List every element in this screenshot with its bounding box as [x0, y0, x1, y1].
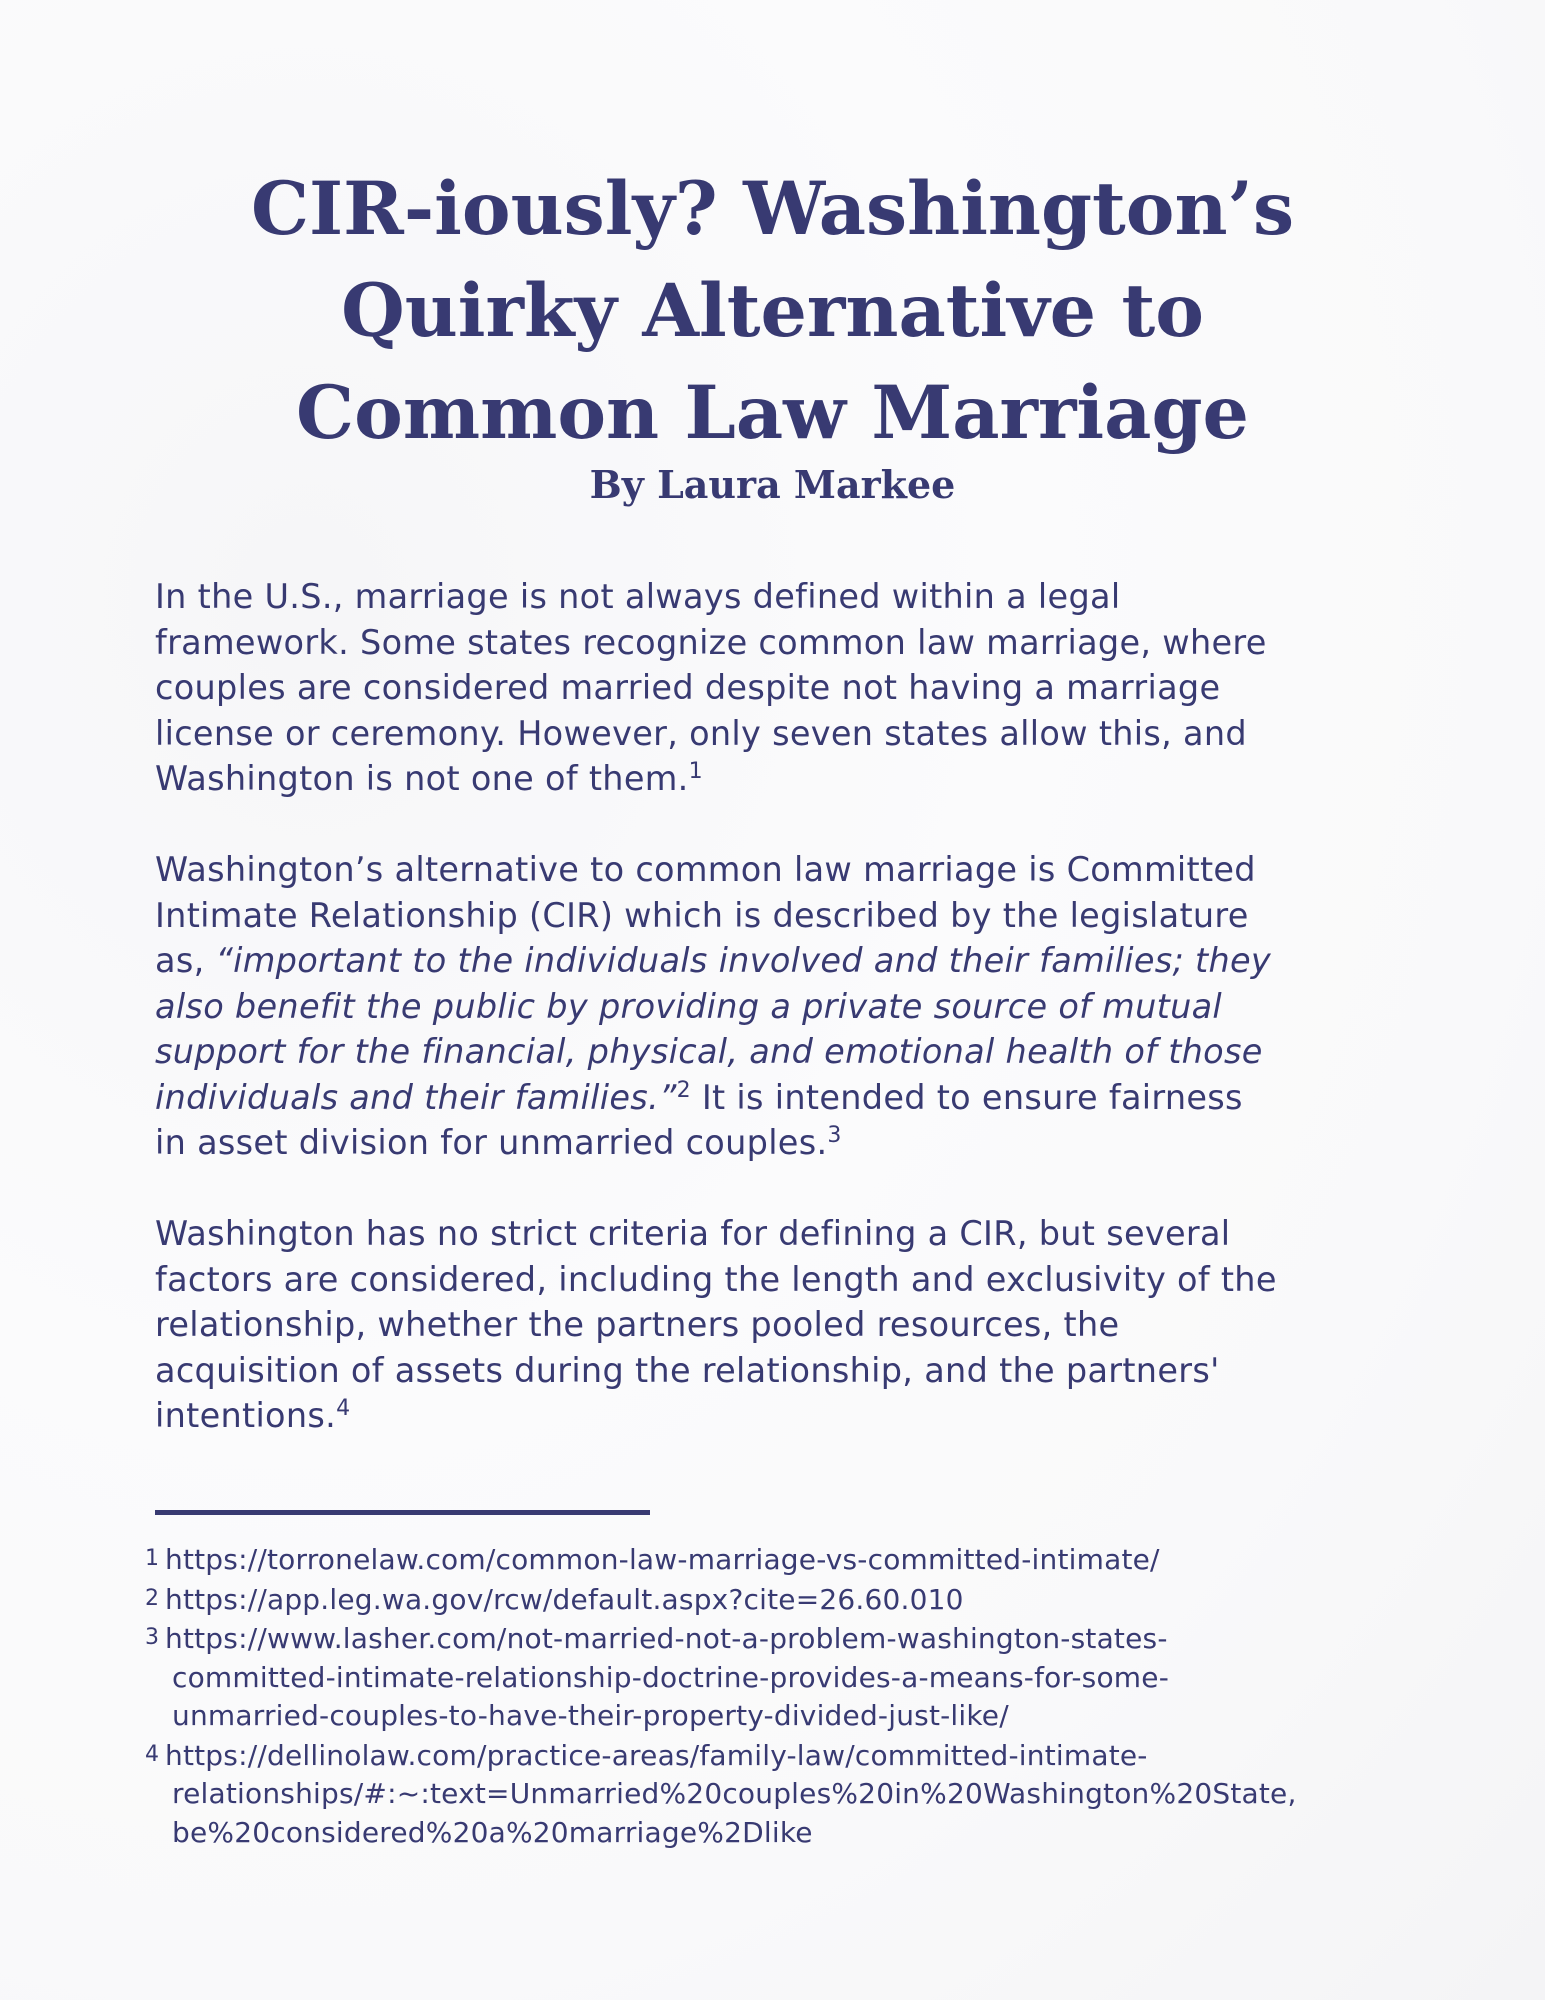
paragraph-line	[155, 1075, 1415, 1121]
footnote-number: 1	[145, 1546, 160, 1571]
paragraph-line	[155, 1393, 1415, 1439]
footnote-ref-3[interactable]: 3	[827, 1123, 842, 1148]
footnotes-list	[145, 1540, 1505, 1852]
paragraph-line: acquisition of assets during the relationship, and the partners'	[155, 1350, 1220, 1390]
footnote-link[interactable]: https://app.leg.wa.gov/rcw/default.aspx?cite=26.60.010	[165, 1582, 964, 1616]
paragraph-line	[155, 984, 1415, 1030]
paragraph-line: factors are considered, including the length and exclusivity of the	[155, 1259, 1277, 1299]
paragraph-line: Washington’s alternative to common law marriage is Committed	[155, 850, 1256, 889]
footnote-divider	[155, 1510, 650, 1515]
footnote-ref-4[interactable]: 4	[336, 1396, 351, 1421]
paragraph-text: in asset division for unmarried couples.	[155, 1123, 828, 1162]
footnote-link[interactable]: https://www.lasher.com/not-married-not-a-problem-washington-states-	[165, 1622, 1168, 1655]
footnote-link-continuation[interactable]: unmarried-couples-to-have-their-property-divided-just-like/	[172, 1699, 1009, 1732]
title-line-3: Common Law Marriage	[296, 370, 1249, 456]
paragraph-line: framework. Some states recognize common law marriage, where	[155, 622, 1267, 662]
paragraph-text: as,	[155, 941, 216, 980]
footnote-ref-2[interactable]: 2	[676, 1077, 691, 1103]
paragraph-1	[155, 574, 1415, 802]
footnote-4	[145, 1736, 1505, 1853]
paragraph-line	[155, 756, 1415, 802]
footnote-number: 4	[145, 1741, 160, 1767]
paragraph-3	[155, 1211, 1415, 1439]
paragraph-line	[155, 1029, 1415, 1075]
footnote-ref-1[interactable]: 1	[688, 759, 703, 784]
paragraph-2	[155, 847, 1415, 1166]
footnote-link-continuation[interactable]: relationships/#:~:text=Unmarried%20couples%20in%20Washington%20State,	[172, 1777, 1297, 1810]
footnote-1	[145, 1540, 1505, 1580]
footnote-3	[145, 1619, 1505, 1736]
author-byline: By Laura Markee	[589, 462, 956, 507]
paragraph-line: couples are considered married despite not having a marriage	[155, 668, 1221, 707]
article-title	[0, 158, 1545, 464]
legislature-quote: “important to the individuals involved and their families; they	[215, 941, 1272, 980]
legislature-quote: also benefit the public by providing a private source of mutual	[155, 986, 1223, 1026]
paragraph-line: Intimate Relationship (CIR) which is described by the legislature	[155, 895, 1249, 935]
footnote-link[interactable]: https://torronelaw.com/common-law-marriage-vs-committed-intimate/	[165, 1543, 1160, 1576]
paragraph-text: Washington is not one of them.	[155, 759, 689, 798]
footnote-2	[145, 1580, 1505, 1620]
paragraph-line: In the U.S., marriage is not always defined within a legal	[155, 577, 1121, 616]
paragraph-line: Washington has no strict criteria for defining a CIR, but several	[155, 1214, 1231, 1253]
paragraph-text: It is intended to ensure fairness	[690, 1077, 1243, 1117]
footnote-number: 2	[145, 1585, 160, 1611]
footnote-link-continuation[interactable]: committed-intimate-relationship-doctrine-provides-a-means-for-some-	[172, 1660, 1170, 1694]
title-line-1: CIR-iously? Washington’s	[250, 166, 1295, 252]
legislature-quote: support for the financial, physical, and emotional health of those	[155, 1032, 1263, 1071]
footnote-link[interactable]: https://dellinolaw.com/practice-areas/family-law/committed-intimate-	[165, 1738, 1148, 1772]
footnote-number: 3	[145, 1625, 160, 1650]
paragraph-text: intentions.	[155, 1396, 337, 1435]
paragraph-line	[155, 938, 1415, 984]
paragraph-line: relationship, whether the partners pooled resources, the	[155, 1305, 1120, 1344]
legislature-quote: individuals and their families.”	[155, 1077, 677, 1117]
paragraph-line	[155, 1120, 1415, 1166]
footnote-link-continuation[interactable]: be%20considered%20a%20marriage%2Dlike	[172, 1815, 813, 1849]
title-line-2: Quirky Alternative to	[341, 268, 1204, 354]
paragraph-line: license or ceremony. However, only seven states allow this, and	[155, 713, 1247, 753]
